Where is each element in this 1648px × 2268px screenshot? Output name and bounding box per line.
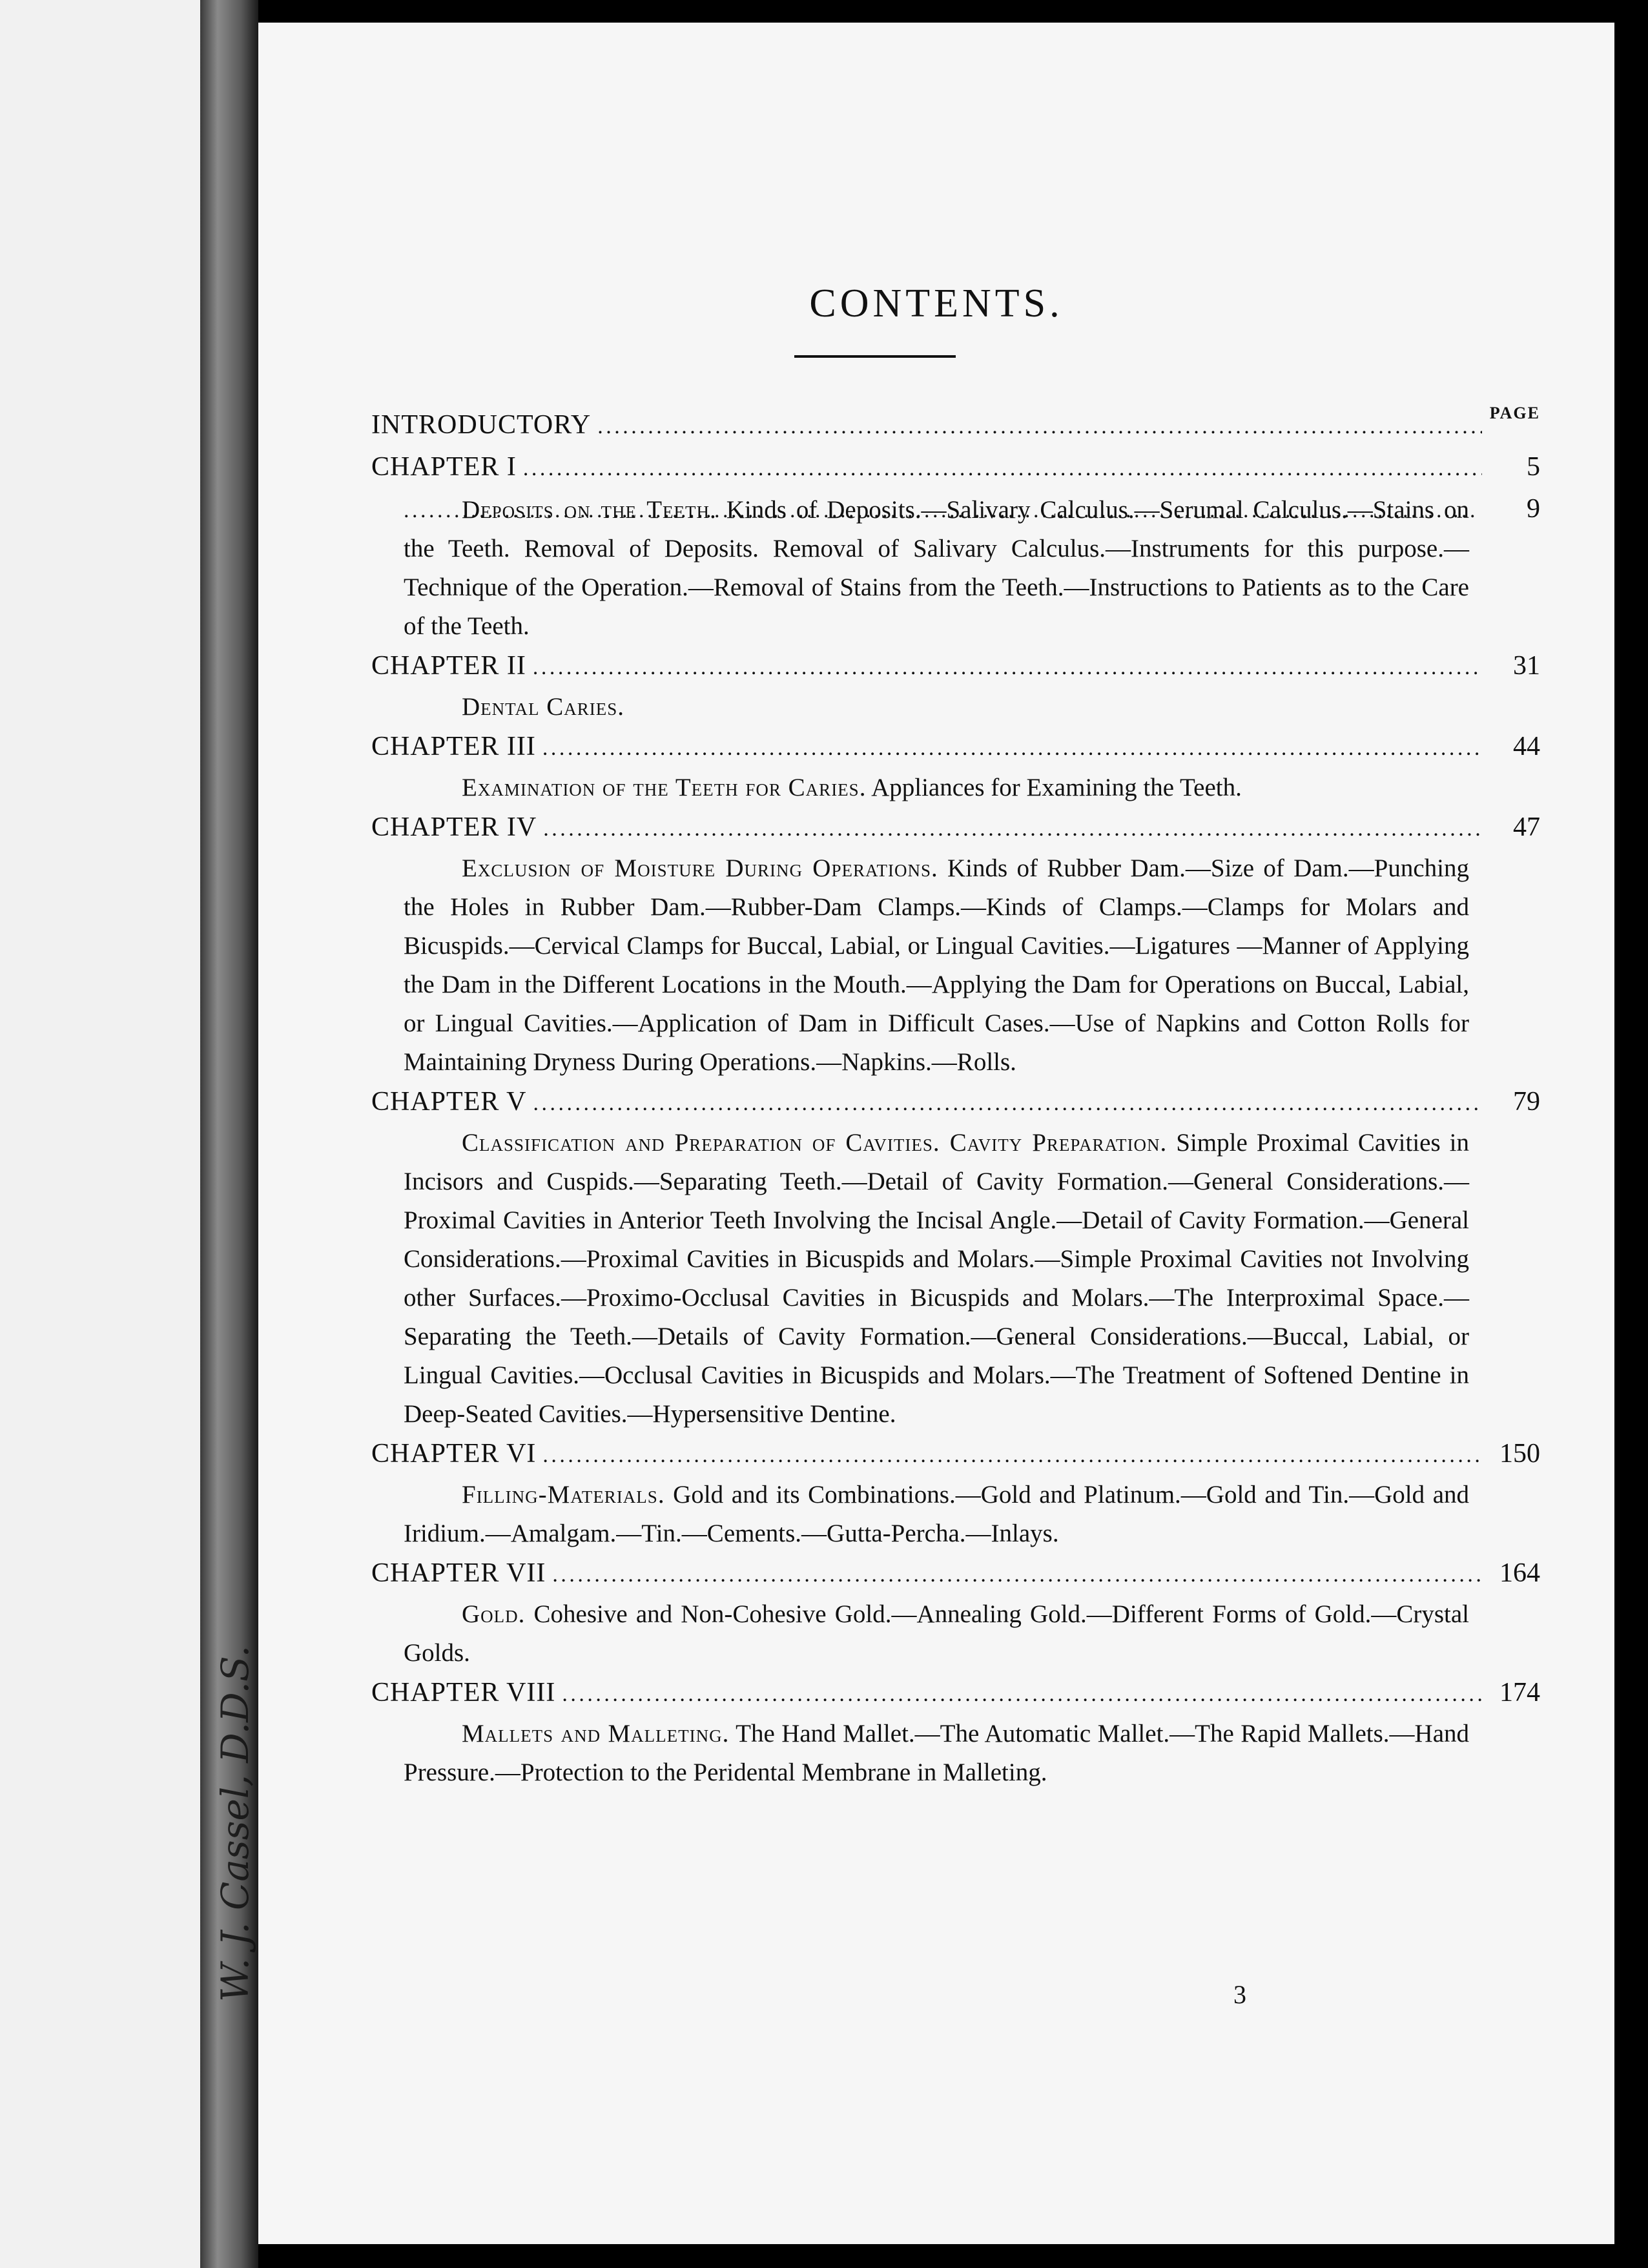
facing-page-edge	[0, 0, 200, 2268]
entry-page-number: 9	[1527, 494, 1540, 524]
entry-label: CHAPTER VII	[371, 1558, 546, 1588]
leader-dots	[543, 807, 1482, 849]
toc-entry-chapter-7[interactable]	[371, 1553, 1540, 1595]
leader-dots	[542, 1434, 1482, 1476]
leader-dots	[523, 447, 1482, 489]
leader-dots	[597, 405, 1482, 447]
description-text: Kinds of Rubber Dam.—Size of Dam.—Punching the Holes in Rubber Dam.—Rubber-Dam Clamps.—Kinds of Clamps.—Clamps for Molars and Bicuspids.—Cervical Clamps for Buccal, Labial, or Lingual Cavities.—Ligatures —Manner of Applying the Dam in the Different Locations in the Mouth.—Applying the Dam for Operations on Buccal, Labial, or Lingual Cavities.—Application of Dam in Difficult Cases.—Use of Napkins and Cotton Rolls for Maintaining Dryness During Operations.—Napkins.—Rolls.	[404, 854, 1469, 1076]
description-text: Simple Proximal Cavities in Incisors and Cuspids.—Separating Teeth.—Detail of Cavity Formation.—General Considerations.—Proximal Cavities in Anterior Teeth Involving the Incisal Angle.—Detail of Cavity Formation.—General Considerations.—Proximal Cavities in Bicuspids and Molars.—Simple Proximal Cavities not Involving other Surfaces.—Proximo-Occlusal Cavities in Bicuspids and Molars.—The Interproximal Space.—Separating the Teeth.—Details of Cavity Formation.—General Considerations.—Buccal, Labial, or Lingual Cavities.—Occlusal Cavities in Bicuspids and Molars.—The Treatment of Softened Dentine in Deep-Seated Cavities.—Hypersensitive Dentine.	[404, 1129, 1470, 1428]
chapter-3-description	[404, 768, 1469, 807]
page-column-header: PAGE	[1489, 404, 1540, 422]
entry-page-number: 44	[1513, 732, 1540, 761]
description-text: Appliances for Examining the Teeth.	[871, 774, 1242, 801]
leader-dots	[533, 646, 1482, 688]
description-lead: Examination of the Teeth for Caries.	[462, 774, 867, 801]
description-text: The Hand Mallet.—The Automatic Mallet.—The Rapid Mallets.—Hand Pressure.—Protection to the Peridental Membrane in Malleting.	[404, 1720, 1470, 1786]
leader-dots	[562, 1673, 1482, 1715]
page-number-folio: 3	[1233, 1980, 1246, 2009]
entry-label: CHAPTER VIII	[371, 1678, 556, 1707]
description-lead: Dental Caries.	[462, 693, 624, 721]
description-lead: Filling-Materials.	[462, 1481, 665, 1509]
leader-dots	[533, 1082, 1482, 1124]
entry-label: CHAPTER I	[371, 452, 517, 482]
toc-entry-chapter-3[interactable]	[371, 727, 1540, 768]
description-text: Cohesive and Non-Cohesive Gold.—Annealing Gold.—Different Forms of Gold.—Crystal Golds.	[404, 1600, 1469, 1667]
entry-label: CHAPTER IV	[371, 812, 537, 842]
toc-entry-chapter-1[interactable]	[371, 447, 1540, 489]
title-rule	[794, 355, 956, 358]
entry-page-number: 164	[1499, 1558, 1540, 1588]
table-of-contents	[371, 404, 1540, 1792]
toc-entry-introductory[interactable]	[371, 405, 1540, 447]
chapter-7-description	[404, 1595, 1469, 1673]
entry-label: INTRODUCTORY	[371, 410, 592, 440]
leader-dots	[552, 1553, 1482, 1595]
page-title: CONTENTS.	[809, 282, 1064, 325]
entry-page-number: 47	[1513, 812, 1540, 842]
handwritten-margin-note: W. J. Cassel, D.D.S.	[213, 1645, 257, 2002]
description-lead: Deposits on the Teeth.	[462, 496, 717, 524]
description-lead: Exclusion of Moisture During Operations.	[462, 854, 938, 882]
entry-page-number: 5	[1527, 452, 1540, 482]
entry-label: CHAPTER II	[371, 651, 526, 681]
chapter-5-description	[404, 1124, 1469, 1434]
entry-label: CHAPTER V	[371, 1087, 527, 1117]
chapter-1-description	[404, 491, 1469, 646]
toc-entry-chapter-4[interactable]	[371, 807, 1540, 849]
description-lead: Gold.	[462, 1600, 526, 1628]
entry-label: CHAPTER VI	[371, 1439, 537, 1469]
entry-page-number: 31	[1513, 651, 1540, 681]
entry-page-number: 150	[1499, 1439, 1540, 1469]
description-text: Kinds of Deposits.—Salivary Calculus.—Serumal Calculus.—Stains on the Teeth. Removal of Deposits. Removal of Salivary Calculus.—Instruments for this purpose.—Technique of the Operation.—Removal of Stains from the Teeth.—Instructions to Patients as to the Care of the Teeth.	[404, 496, 1470, 640]
toc-entry-chapter-2[interactable]	[371, 646, 1540, 688]
entry-page-number: 174	[1499, 1678, 1540, 1707]
chapter-8-description	[404, 1715, 1469, 1792]
description-lead: Classification and Preparation of Cavities. Cavity Preparation.	[462, 1129, 1168, 1157]
entry-page-number: 79	[1513, 1087, 1540, 1117]
toc-entry-chapter-8[interactable]	[371, 1673, 1540, 1715]
toc-entry-chapter-5[interactable]	[371, 1082, 1540, 1124]
description-text: Gold and its Combinations.—Gold and Platinum.—Gold and Tin.—Gold and Iridium.—Amalgam.—Tin.—Cements.—Gutta-Percha.—Inlays.	[404, 1481, 1469, 1547]
leader-dots	[542, 727, 1482, 768]
chapter-4-description	[404, 849, 1469, 1082]
entry-label: CHAPTER III	[371, 732, 536, 761]
description-lead: Mallets and Malleting.	[462, 1720, 730, 1747]
toc-entry-chapter-6[interactable]	[371, 1434, 1540, 1476]
contents-page	[258, 23, 1614, 2244]
chapter-6-description	[404, 1476, 1469, 1553]
chapter-2-description	[404, 688, 1469, 727]
